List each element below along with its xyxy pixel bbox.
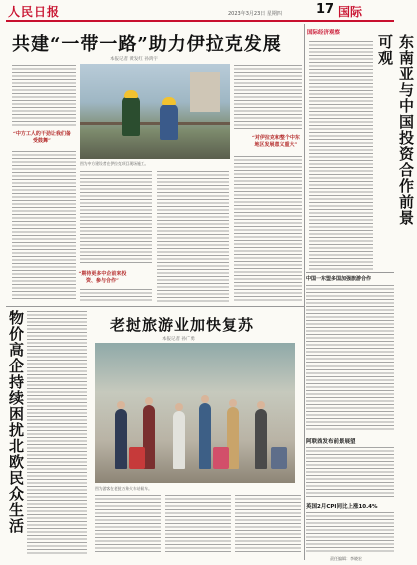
article1-pull-quote-3: “期待更多中企前来投资、参与合作” bbox=[78, 271, 127, 284]
header-rule bbox=[6, 20, 394, 22]
feature-body-col1 bbox=[27, 310, 87, 555]
issue-date: 2023年3月23日 星期四 bbox=[228, 11, 282, 17]
brief1-title[interactable]: 中国一东盟多国加强旅游合作 bbox=[306, 276, 372, 282]
article2-headline[interactable]: 老挝旅游业加快复苏 bbox=[110, 316, 255, 334]
article2-body-col1 bbox=[95, 494, 161, 554]
article1-body-col2 bbox=[80, 170, 152, 265]
section-rule bbox=[6, 306, 304, 307]
article1-body-col2b bbox=[80, 288, 152, 302]
article1-pull-quote-2: “对伊拉克和整个中东地区发展意义重大” bbox=[252, 135, 300, 148]
article2-body-col2 bbox=[165, 494, 231, 554]
article1-body-col1b bbox=[12, 150, 76, 300]
article1-pull-quote-1: “中方工人的干劲让我们备受鼓舞” bbox=[13, 131, 71, 144]
article1-headline[interactable]: 共建“一带一路”助力伊拉克发展 bbox=[12, 34, 282, 55]
brief2-body bbox=[306, 446, 394, 498]
page-number: 17 bbox=[316, 2, 335, 17]
article2-byline: 本报记者 孙广勇 bbox=[162, 337, 195, 342]
brief3-body bbox=[306, 511, 394, 553]
sidebar-headline[interactable]: 东南亚与中国投资合作前景可观 bbox=[376, 34, 415, 226]
article2-photo-caption: 图为游客在老挝万象火车站候车。 bbox=[95, 486, 152, 491]
article1-photo-caption: 图为中方建设者在伊拉克项目现场施工。 bbox=[80, 161, 149, 166]
sidebar-rule-1 bbox=[306, 272, 394, 273]
article1-body-col1 bbox=[12, 64, 76, 126]
article2-photo bbox=[95, 343, 295, 483]
section-title: 国际 bbox=[338, 5, 363, 19]
sidebar-column-label: 国际经济观察 bbox=[307, 30, 341, 36]
article1-photo bbox=[80, 64, 230, 159]
newspaper-logo: 人民日报 bbox=[8, 5, 61, 19]
sidebar-body bbox=[309, 40, 373, 270]
article1-body-col4b bbox=[234, 155, 302, 302]
feature-headline[interactable]: 物价高企持续困扰北欧民众生活 bbox=[7, 310, 25, 534]
article1-byline: 本报记者 黄发红 孙鸿宇 bbox=[110, 57, 158, 62]
page-footer: 责任编辑：李晓宏 bbox=[330, 556, 362, 561]
brief2-title[interactable]: 阿联酋发布前景展望 bbox=[306, 439, 356, 445]
column-divider bbox=[304, 24, 305, 560]
article1-body-col4a bbox=[234, 64, 302, 130]
brief3-title[interactable]: 英国2月CPI同比上涨10.4% bbox=[306, 504, 378, 510]
article1-body-col3 bbox=[157, 170, 229, 302]
brief1-body bbox=[306, 284, 394, 432]
article2-body-col3 bbox=[235, 494, 301, 554]
